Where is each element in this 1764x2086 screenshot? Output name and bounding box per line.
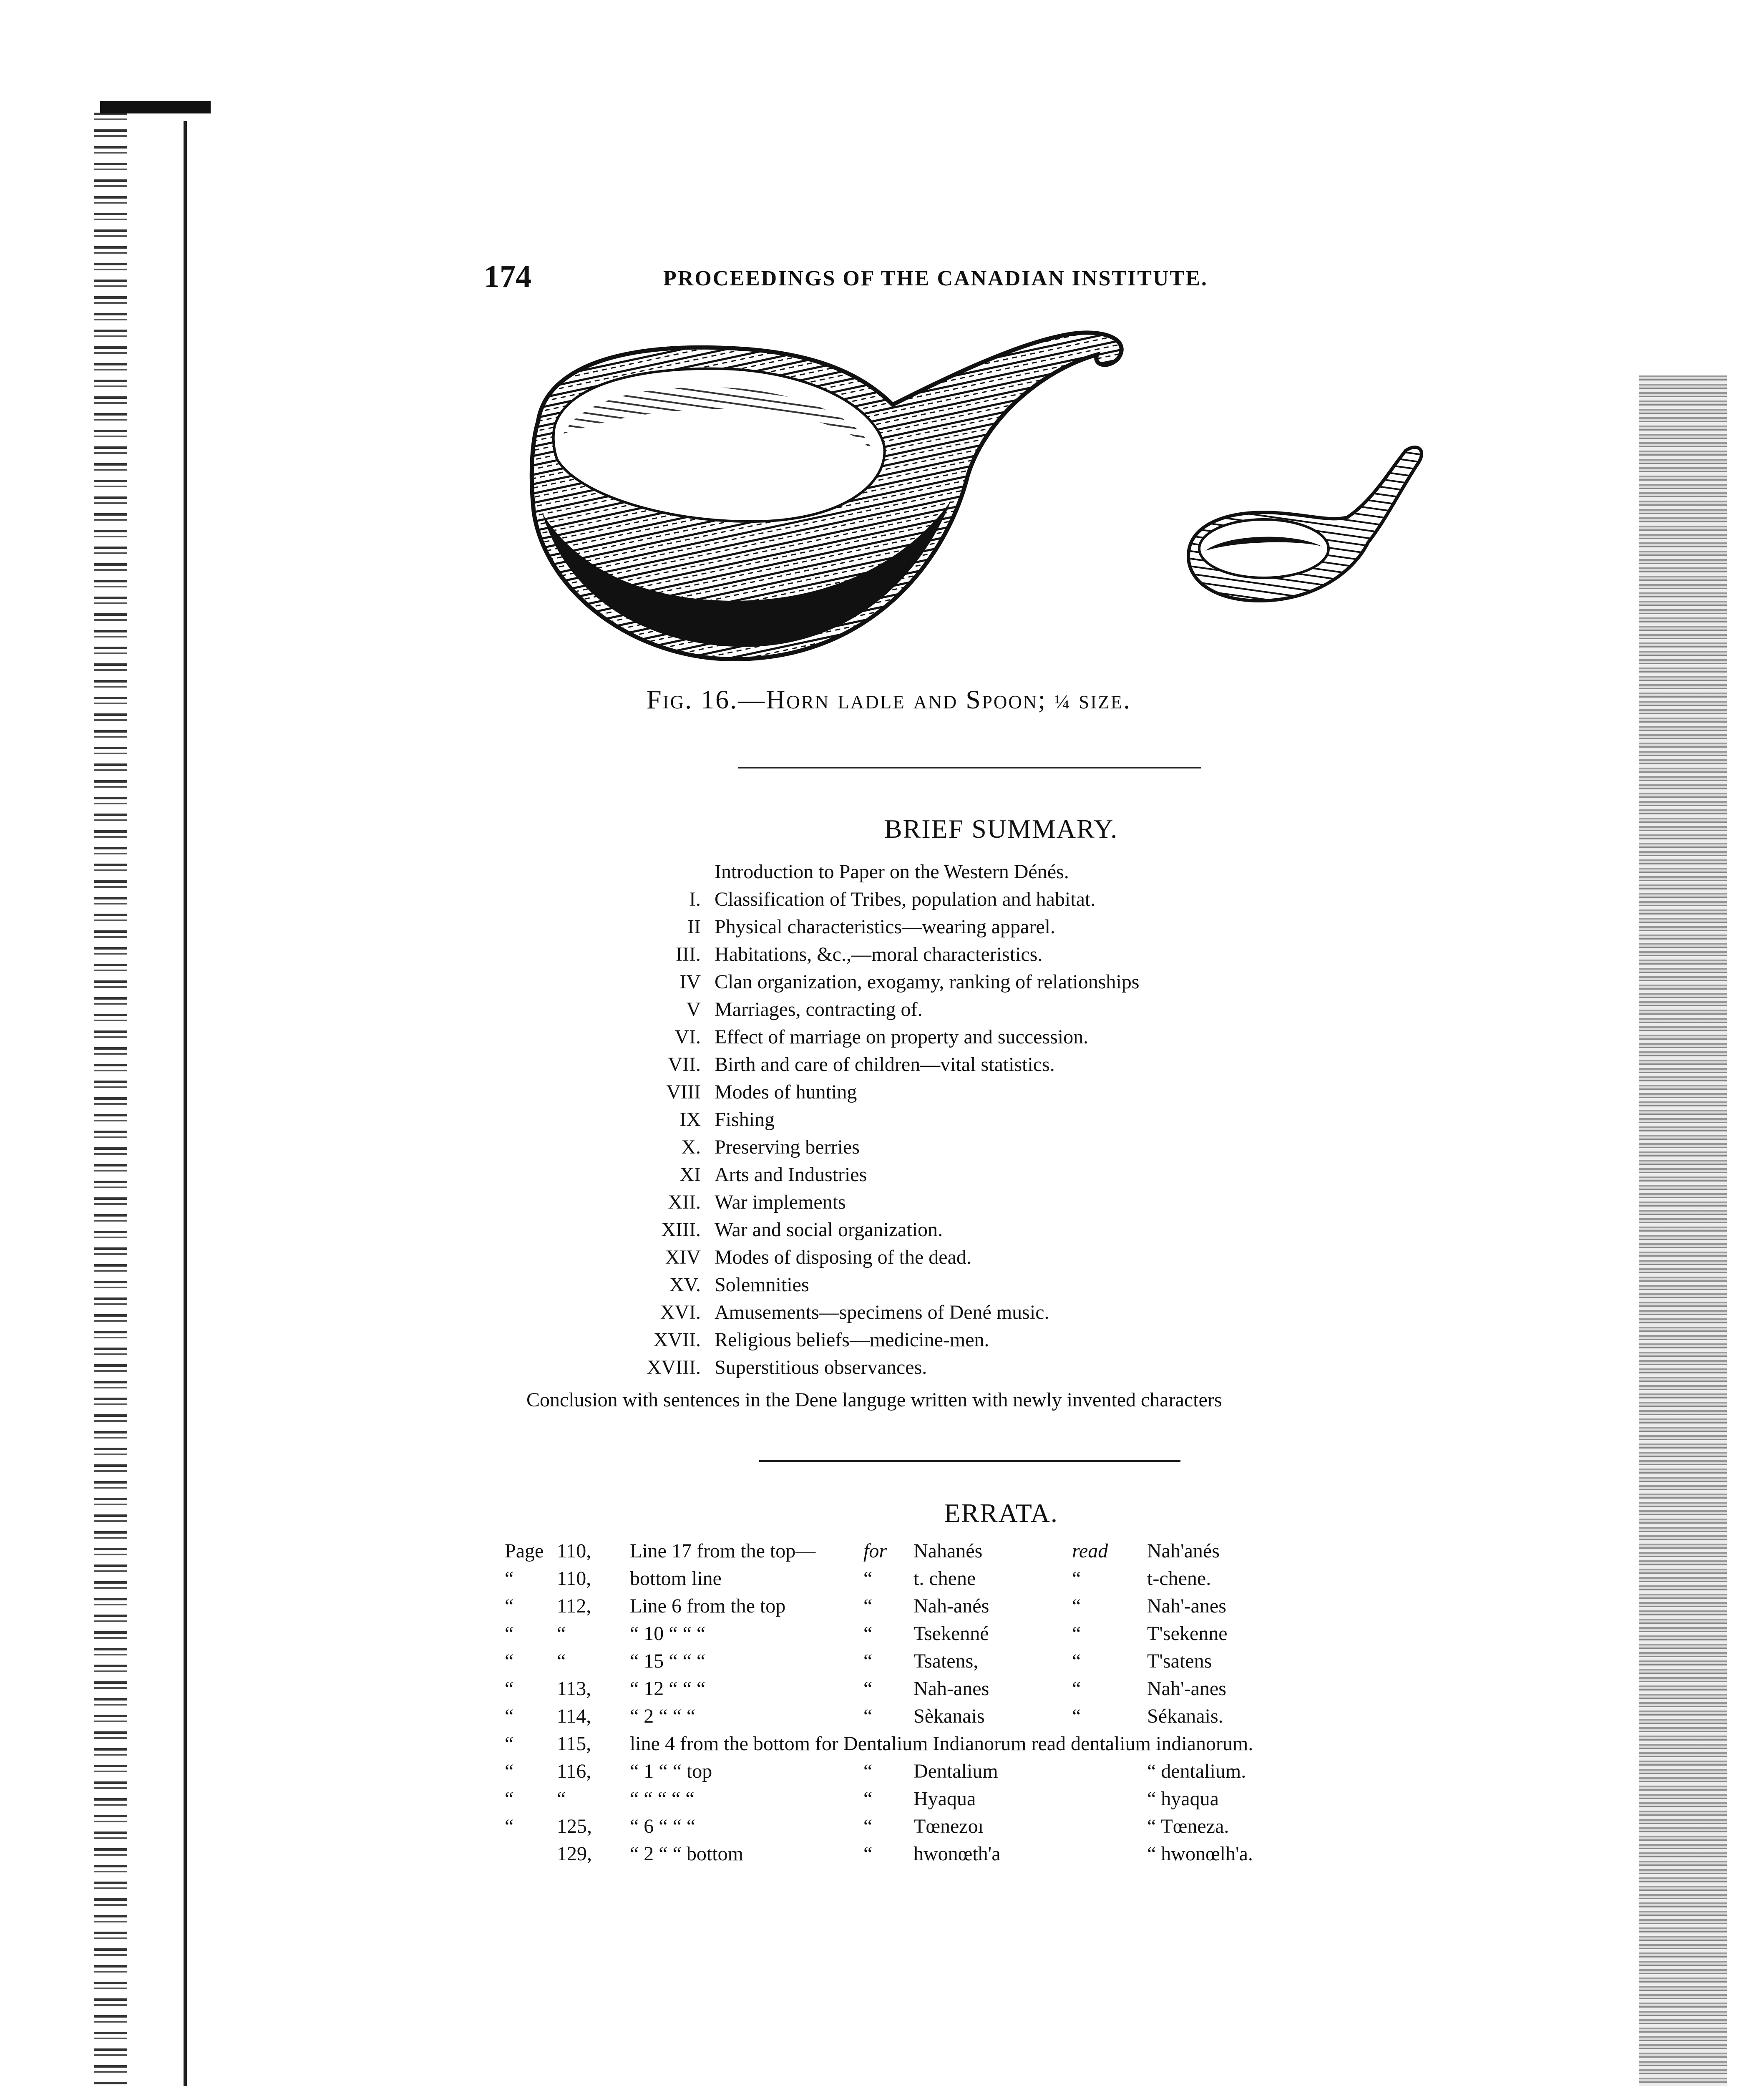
errata-correct: “ hwonœlh'a. — [1147, 1843, 1253, 1865]
item-text: Fishing — [715, 1109, 775, 1131]
caption-tail: size. — [1079, 685, 1132, 714]
item-number: XV. — [669, 1274, 701, 1296]
divider-rule — [759, 1460, 1180, 1462]
item-number: VII. — [668, 1053, 701, 1076]
errata-row — [505, 1842, 1422, 1870]
errata-for: “ — [863, 1595, 873, 1617]
errata-location: “ 2 “ “ bottom — [630, 1843, 743, 1865]
errata-read: “ — [1072, 1567, 1081, 1590]
summary-item — [526, 888, 1535, 915]
errata-correct: Nah'anés — [1147, 1540, 1220, 1562]
errata-for: “ — [863, 1705, 873, 1727]
errata-correct: “ hyaqua — [1147, 1788, 1219, 1810]
item-text: War and social organization. — [715, 1219, 943, 1241]
errata-incorrect: Tsatens, — [913, 1650, 979, 1672]
item-number: IX — [679, 1109, 701, 1131]
errata-for: “ — [863, 1843, 873, 1865]
errata-incorrect: Nah-anes — [913, 1678, 989, 1700]
summary-item — [526, 1163, 1535, 1191]
errata-full-entry: line 4 from the bottom for Dentalium Indianorum read dentalium indianorum. — [630, 1733, 1253, 1755]
item-number: XI — [679, 1164, 701, 1186]
divider-rule — [738, 767, 1201, 768]
summary-item — [526, 1301, 1535, 1328]
item-text: Amusements—specimens of Dené music. — [715, 1301, 1049, 1323]
errata-correct: “ Tœneza. — [1147, 1815, 1229, 1837]
errata-page-number: 110, — [557, 1567, 591, 1590]
summary-item — [526, 915, 1535, 943]
errata-correct: Sékanais. — [1147, 1705, 1223, 1727]
summary-item — [526, 860, 1535, 888]
errata-incorrect: Nahanés — [913, 1540, 983, 1562]
item-number: XVIII. — [647, 1356, 701, 1378]
errata-incorrect: t. chene — [913, 1567, 976, 1590]
errata-incorrect: Tœnezoı — [913, 1815, 984, 1837]
errata-location: “ 1 “ “ top — [630, 1760, 712, 1782]
errata-read: “ — [1072, 1650, 1081, 1672]
item-number: IV — [679, 971, 701, 993]
summary-item — [526, 1136, 1535, 1163]
scan-edge-artifact — [1639, 375, 1727, 2086]
summary-item — [526, 1081, 1535, 1108]
summary-item — [526, 1328, 1535, 1356]
errata-page-label: “ — [505, 1650, 514, 1672]
errata-page-number: 114, — [557, 1705, 591, 1727]
item-number: X. — [681, 1136, 701, 1158]
errata-page-label: “ — [505, 1567, 514, 1590]
item-number: XII. — [668, 1191, 701, 1213]
horn-spoon — [1188, 447, 1422, 601]
errata-location: “ 10 “ “ “ — [630, 1622, 706, 1645]
errata-page-number: 113, — [557, 1678, 591, 1700]
errata-page-label: Page — [505, 1540, 544, 1562]
item-text: Modes of hunting — [715, 1081, 857, 1103]
summary-item — [526, 1191, 1535, 1218]
errata-for: for — [863, 1540, 887, 1562]
summary-item — [526, 1053, 1535, 1081]
item-text: Birth and care of children—vital statistics. — [715, 1053, 1055, 1076]
figure-caption — [647, 684, 1314, 722]
errata-location: Line 6 from the top — [630, 1595, 786, 1617]
errata-incorrect: Sèkanais — [913, 1705, 985, 1727]
item-number: XIII. — [661, 1219, 701, 1241]
caption-main: Fig. 16.—Horn ladle and Spoon; — [647, 685, 1047, 714]
item-text: Arts and Industries — [715, 1164, 867, 1186]
errata-for: “ — [863, 1760, 873, 1782]
errata-page-number: 110, — [557, 1540, 591, 1562]
errata-incorrect: Dentalium — [913, 1760, 998, 1782]
errata-read: “ — [1072, 1622, 1081, 1645]
errata-correct: T'satens — [1147, 1650, 1212, 1672]
errata-row — [505, 1815, 1422, 1842]
errata-location: bottom line — [630, 1567, 722, 1590]
errata-page-label: “ — [505, 1622, 514, 1645]
errata-page-label: “ — [505, 1595, 514, 1617]
horn-ladle — [532, 333, 1122, 659]
errata-location: “ 15 “ “ “ — [630, 1650, 706, 1672]
item-number: III. — [676, 943, 701, 965]
errata-correct: “ dentalium. — [1147, 1760, 1246, 1782]
errata-page-number: 115, — [557, 1733, 591, 1755]
item-text: Effect of marriage on property and succession. — [715, 1026, 1089, 1048]
journal-title: PROCEEDINGS OF THE CANADIAN INSTITUTE. — [663, 267, 1208, 290]
item-number: XVI. — [660, 1301, 701, 1323]
item-text: Solemnities — [715, 1274, 809, 1296]
item-number: XVII. — [653, 1329, 701, 1351]
errata-row — [505, 1787, 1422, 1815]
errata-location: “ 12 “ “ “ — [630, 1678, 706, 1700]
summary-item — [526, 1108, 1535, 1136]
errata-location: “ “ “ “ “ — [630, 1788, 695, 1810]
summary-item — [526, 943, 1535, 970]
page-number: 174 — [484, 259, 531, 294]
scan-edge-artifact — [94, 113, 127, 2086]
errata-for: “ — [863, 1678, 873, 1700]
errata-incorrect: Hyaqua — [913, 1788, 976, 1810]
errata-read: read — [1072, 1540, 1108, 1562]
errata-row — [505, 1539, 1422, 1567]
errata-location: Line 17 from the top— — [630, 1540, 816, 1562]
item-text: Clan organization, exogamy, ranking of relationships — [715, 971, 1140, 993]
summary-item — [526, 1246, 1535, 1273]
errata-for: “ — [863, 1567, 873, 1590]
errata-page-number: “ — [557, 1622, 566, 1645]
errata-page-label: “ — [505, 1678, 514, 1700]
errata-for: “ — [863, 1788, 873, 1810]
summary-conclusion: Conclusion with sentences in the Dene languge written with newly invented characters — [526, 1389, 1222, 1411]
item-text: Classification of Tribes, population and habitat. — [715, 888, 1096, 910]
item-number: XIV — [665, 1246, 701, 1268]
scan-edge-artifact — [184, 121, 187, 2086]
errata-correct: t-chene. — [1147, 1567, 1211, 1590]
errata-correct: T'sekenne — [1147, 1622, 1228, 1645]
errata-page-label: “ — [505, 1760, 514, 1782]
errata-page-label: “ — [505, 1733, 514, 1755]
item-text: War implements — [715, 1191, 846, 1213]
scan-edge-artifact — [100, 101, 211, 113]
item-number: VI. — [674, 1026, 701, 1048]
errata-row — [505, 1650, 1422, 1677]
errata-read: “ — [1072, 1705, 1081, 1727]
errata-correct: Nah'-anes — [1147, 1678, 1226, 1700]
summary-item — [526, 1025, 1535, 1053]
item-text: Introduction to Paper on the Western Dénés. — [715, 861, 1069, 883]
item-text: Superstitious observances. — [715, 1356, 927, 1378]
errata-read: “ — [1072, 1678, 1081, 1700]
item-text: Preserving berries — [715, 1136, 860, 1158]
summary-item — [526, 970, 1535, 998]
figure-illustration — [517, 325, 1427, 680]
errata-incorrect: hwonœth'a — [913, 1843, 1001, 1865]
errata-row — [505, 1732, 1422, 1760]
errata-location: “ 2 “ “ “ — [630, 1705, 696, 1727]
errata-row — [505, 1567, 1422, 1595]
errata-page-number: 116, — [557, 1760, 591, 1782]
item-text: Habitations, &c.,—moral characteristics. — [715, 943, 1043, 965]
errata-page-label: “ — [505, 1705, 514, 1727]
errata-incorrect: Tsekenné — [913, 1622, 989, 1645]
summary-item — [526, 1356, 1535, 1383]
errata-page-label: “ — [505, 1815, 514, 1837]
summary-item — [526, 1218, 1535, 1246]
ladle-and-spoon-illustration — [517, 325, 1427, 680]
errata-page-number: 125, — [557, 1815, 592, 1837]
caption-fraction: ¼ — [1054, 691, 1071, 713]
item-number: II — [687, 916, 701, 938]
errata-row — [505, 1677, 1422, 1705]
errata-page-number: “ — [557, 1650, 566, 1672]
item-text: Physical characteristics—wearing apparel. — [715, 916, 1055, 938]
item-number: I. — [689, 888, 701, 910]
item-number: V — [686, 998, 701, 1020]
errata-location: “ 6 “ “ “ — [630, 1815, 696, 1837]
errata-page-number: 129, — [557, 1843, 592, 1865]
item-text: Marriages, contracting of. — [715, 998, 923, 1020]
errata-row — [505, 1705, 1422, 1732]
summary-item — [526, 998, 1535, 1025]
errata-row — [505, 1760, 1422, 1787]
errata-incorrect: Nah-anés — [913, 1595, 989, 1617]
running-head — [484, 259, 1514, 305]
errata-page-number: 112, — [557, 1595, 591, 1617]
errata-title: ERRATA. — [944, 1498, 1058, 1528]
item-text: Religious beliefs—medicine-men. — [715, 1329, 989, 1351]
errata-read: “ — [1072, 1595, 1081, 1617]
summary-item — [526, 1273, 1535, 1301]
errata-for: “ — [863, 1815, 873, 1837]
summary-title: BRIEF SUMMARY. — [884, 814, 1118, 844]
errata-page-number: “ — [557, 1788, 566, 1810]
errata-for: “ — [863, 1622, 873, 1645]
item-text: Modes of disposing of the dead. — [715, 1246, 971, 1268]
errata-page-label: “ — [505, 1788, 514, 1810]
errata-row — [505, 1622, 1422, 1650]
errata-row — [505, 1595, 1422, 1622]
errata-for: “ — [863, 1650, 873, 1672]
item-number: VIII — [666, 1081, 701, 1103]
errata-correct: Nah'-anes — [1147, 1595, 1226, 1617]
